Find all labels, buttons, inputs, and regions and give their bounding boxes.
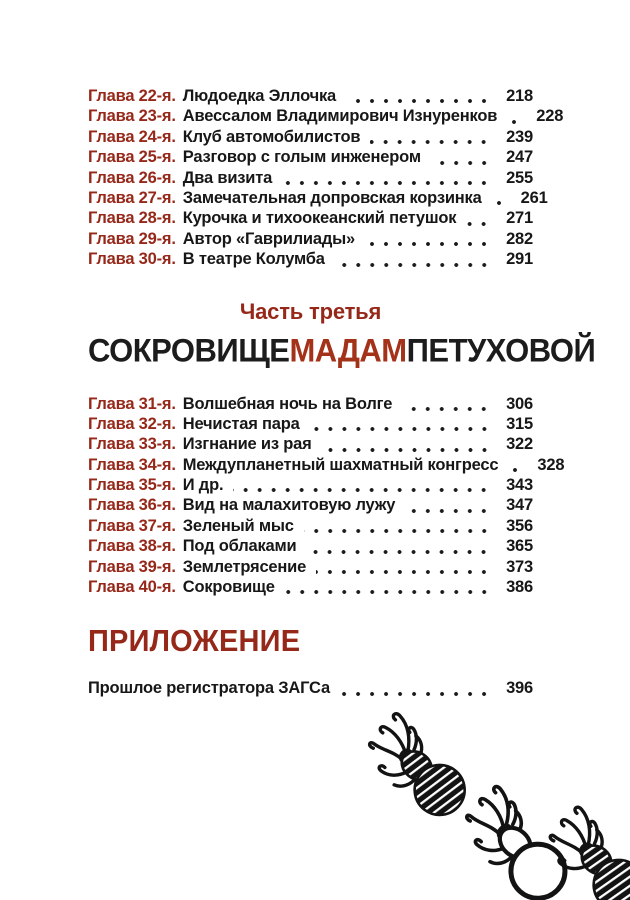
chapter-title: Разговор с голым инженером (182, 148, 421, 167)
page-number: 247 (506, 148, 533, 167)
part-title (88, 331, 596, 370)
chapter-number: Глава 35-я. (88, 476, 176, 495)
chapter-title: Сокровище (182, 578, 275, 597)
chapter-number: Глава 37-я. (88, 516, 176, 535)
chapter-title: Волшебная ночь на Волге (182, 394, 393, 413)
page-number: 271 (506, 209, 533, 228)
dot-leader (233, 487, 491, 493)
page-number: 228 (536, 107, 564, 126)
part-title-word: СОКРОВИЩЕ (88, 331, 290, 369)
page-number: 306 (506, 394, 533, 413)
chapter-number: Глава 38-я. (88, 537, 176, 556)
dot-leader (370, 139, 491, 145)
appendix-list (88, 679, 533, 699)
chapter-number: Глава 34-я. (88, 455, 176, 474)
chapter-title: Нечистая пара (182, 414, 300, 433)
part-title-word: ПЕТУХОВОЙ (406, 331, 596, 369)
chapter-number: Глава 39-я. (88, 557, 176, 576)
part-title-word-accent: МАДАМ (289, 331, 407, 369)
chapter-title: Людоедка Эллочка (182, 87, 336, 105)
chapter-number: Глава 22-я. (88, 87, 176, 105)
page-number: 343 (506, 476, 533, 495)
chapter-number: Глава 32-я. (88, 414, 176, 433)
dot-leader (340, 691, 491, 697)
toc-row (88, 148, 533, 168)
chapter-title: Автор «Гаврилиады» (182, 229, 355, 248)
dot-leader (365, 241, 491, 247)
chapter-title: Вид на малахитовую лужу (182, 496, 396, 515)
dot-leader (402, 406, 491, 412)
page-number: 396 (506, 679, 533, 698)
appendix-heading: ПРИЛОЖЕНИЕ (88, 625, 301, 660)
dot-leader (306, 549, 491, 555)
part-kicker: Часть третья (239, 298, 382, 324)
chapter-number: Глава 23-я. (88, 107, 176, 126)
dot-leader (431, 160, 491, 166)
toc-row (88, 209, 533, 229)
chapter-title: В театре Колумба (182, 250, 325, 269)
page-number: 282 (506, 229, 533, 248)
chapter-number: Глава 40-я. (88, 578, 176, 597)
chapter-title: Изгнание из рая (182, 435, 312, 454)
page-number: 365 (506, 537, 533, 556)
toc-row (88, 476, 533, 496)
chapter-title: Замечательная допровская корзинка (182, 188, 482, 207)
toc-row (88, 87, 533, 107)
dot-leader (507, 119, 521, 125)
chapter-title: Курочка и тихоокеанский петушок (182, 209, 457, 228)
toc-row (88, 169, 533, 189)
stag-beetle-icon (358, 711, 481, 825)
page-number: 328 (537, 455, 565, 474)
chapter-title: Два визита (182, 168, 273, 187)
toc-row (88, 558, 533, 578)
dot-leader (492, 200, 506, 206)
chapter-title: Авессалом Владимирович Изнуренков (182, 107, 498, 126)
chapter-title: Междупланетный шахматный конгресс (182, 455, 499, 474)
toc-row (88, 496, 533, 516)
appendix-entry-title: Прошлое регистратора ЗАГСа (88, 679, 330, 698)
page-number: 315 (506, 414, 533, 433)
chapter-number: Глава 30-я. (88, 250, 176, 269)
chapter-title: Клуб автомобилистов (182, 127, 361, 146)
chapter-title: Зеленый мыс (182, 516, 294, 535)
page-number: 255 (506, 168, 533, 187)
toc-row (88, 537, 533, 557)
toc-row (88, 128, 533, 148)
toc-row (88, 395, 533, 415)
toc-row (88, 250, 533, 270)
page-number: 386 (506, 578, 533, 597)
page-number: 322 (506, 435, 533, 454)
dot-leader (346, 98, 491, 104)
dot-leader (508, 467, 522, 473)
page-number: 356 (506, 516, 533, 535)
chapter-title: И др. (182, 476, 224, 495)
dot-leader (335, 262, 491, 268)
dot-leader (285, 589, 491, 595)
chapter-number: Глава 27-я. (88, 188, 176, 207)
page-number: 373 (506, 557, 533, 576)
stag-beetles-illustration (340, 700, 630, 900)
dot-leader (405, 508, 491, 514)
toc-row (88, 435, 533, 455)
dot-leader (282, 180, 491, 186)
toc-row (88, 455, 565, 476)
dot-leader (304, 528, 491, 534)
page-number: 261 (520, 188, 548, 207)
dot-leader (466, 221, 491, 227)
chapter-title: Землетрясение (182, 557, 307, 576)
toc-row (88, 230, 533, 250)
chapter-title: Под облаками (182, 537, 297, 556)
chapter-number: Глава 24-я. (88, 127, 176, 146)
toc-row (88, 578, 533, 598)
toc-list-part-two (88, 87, 564, 271)
chapter-number: Глава 31-я. (88, 394, 176, 413)
toc-row (88, 679, 533, 699)
toc-row (88, 107, 564, 127)
dot-leader (322, 447, 491, 453)
chapter-number: Глава 26-я. (88, 168, 176, 187)
page-number: 291 (506, 250, 533, 269)
page-number: 218 (506, 87, 533, 105)
page-number: 347 (506, 496, 533, 515)
dot-leader (316, 569, 491, 575)
toc-row (88, 415, 533, 435)
chapter-number: Глава 28-я. (88, 209, 176, 228)
chapter-number: Глава 29-я. (88, 229, 176, 248)
toc-row (88, 188, 548, 209)
dot-leader (310, 426, 491, 432)
chapter-number: Глава 36-я. (88, 496, 176, 515)
page-number: 239 (506, 127, 533, 146)
toc-list-part-three (88, 394, 565, 599)
chapter-number: Глава 25-я. (88, 148, 176, 167)
toc-row (88, 517, 533, 537)
chapter-number: Глава 33-я. (88, 435, 176, 454)
